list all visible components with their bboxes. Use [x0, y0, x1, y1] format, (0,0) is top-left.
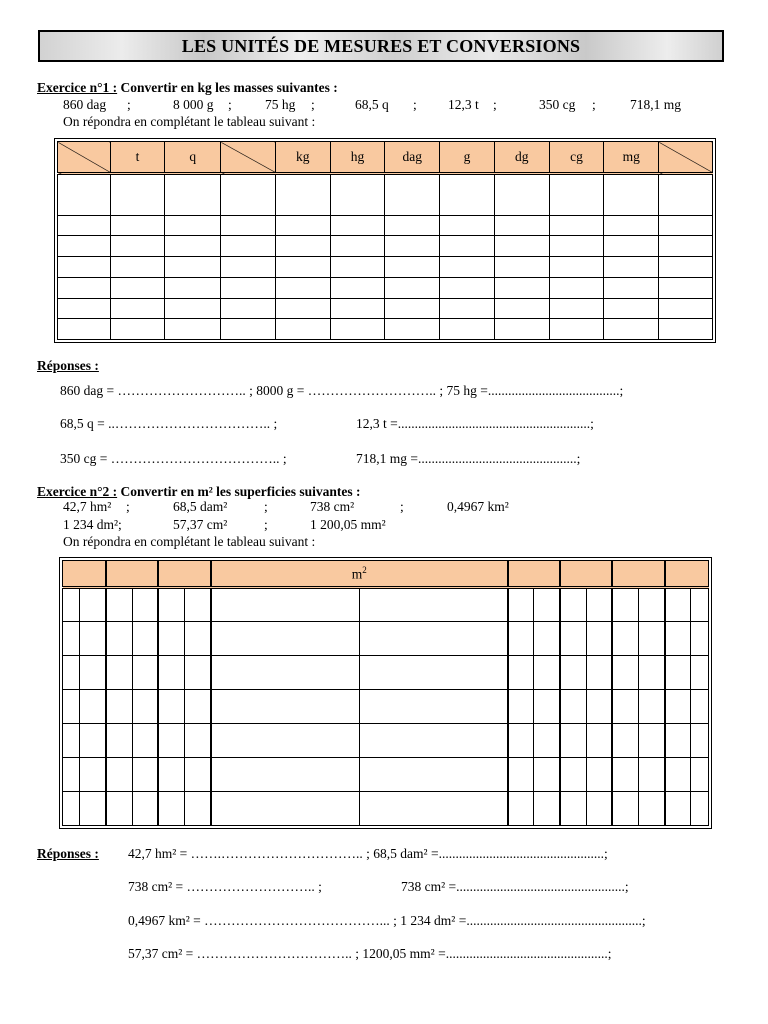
mass-table-cell[interactable]	[494, 174, 549, 216]
unit-m: m	[351, 566, 363, 582]
area-table-cell[interactable]	[63, 792, 80, 826]
mass-table-cell[interactable]	[110, 215, 165, 236]
area-table-cell[interactable]	[359, 792, 508, 826]
mass-table-cell[interactable]	[58, 298, 111, 319]
area-table-cell[interactable]	[586, 758, 612, 792]
area-table	[62, 560, 709, 826]
area-header-cell	[665, 561, 709, 588]
area-table-cell[interactable]	[508, 690, 534, 724]
area-table-cell[interactable]	[691, 724, 709, 758]
area-table-cell[interactable]	[612, 792, 638, 826]
area-table-cell[interactable]	[211, 758, 359, 792]
mass-table-cell[interactable]	[385, 277, 440, 298]
area-table-cell[interactable]	[185, 588, 211, 622]
area-table-cell[interactable]	[586, 588, 612, 622]
conversion-table-area	[59, 557, 712, 829]
ex2-item: 1 234 dm²;	[63, 517, 122, 532]
area-table-cell[interactable]	[508, 792, 534, 826]
mass-table-cell[interactable]	[440, 298, 495, 319]
ex1-item: 12,3 t	[448, 97, 479, 112]
area-table-cell[interactable]	[63, 588, 80, 622]
mass-table-cell[interactable]	[604, 174, 659, 216]
ex1-separator: ;	[228, 97, 232, 112]
area-table-cell[interactable]	[80, 622, 106, 656]
area-table-cell[interactable]	[691, 792, 709, 826]
area-table-cell[interactable]	[586, 690, 612, 724]
area-table-cell[interactable]	[508, 622, 534, 656]
area-table-cell[interactable]	[560, 792, 586, 826]
area-table-cell[interactable]	[639, 724, 665, 758]
answer-line: 738 cm² = ……………………….. ;	[128, 879, 322, 894]
mass-table-cell[interactable]	[221, 319, 276, 340]
mass-table-cell[interactable]	[110, 298, 165, 319]
ex2-item: 0,4967 km²	[447, 499, 509, 514]
area-table-cell[interactable]	[359, 690, 508, 724]
mass-table-cell[interactable]	[494, 277, 549, 298]
mass-table-cell[interactable]	[659, 277, 713, 298]
ex2-separator: ;	[400, 499, 404, 514]
mass-table-cell[interactable]	[110, 277, 165, 298]
area-table-cell[interactable]	[691, 690, 709, 724]
area-table-cell[interactable]	[359, 588, 508, 622]
header-unit-mg: mg	[604, 142, 659, 174]
mass-table-cell[interactable]	[165, 319, 221, 340]
mass-table-cell[interactable]	[110, 174, 165, 216]
area-table-cell[interactable]	[185, 792, 211, 826]
mass-table-cell[interactable]	[659, 215, 713, 236]
area-table-cell[interactable]	[691, 588, 709, 622]
area-table-cell[interactable]	[106, 758, 132, 792]
mass-table-cell[interactable]	[221, 277, 276, 298]
area-table-cell[interactable]	[359, 622, 508, 656]
area-table-cell[interactable]	[639, 656, 665, 690]
area-table-cell[interactable]	[158, 758, 184, 792]
area-table-cell[interactable]	[106, 588, 132, 622]
area-table-cell[interactable]	[359, 656, 508, 690]
area-header-cell	[106, 561, 158, 588]
area-table-cell[interactable]	[80, 758, 106, 792]
mass-table-cell[interactable]	[604, 215, 659, 236]
mass-table-cell[interactable]	[330, 215, 385, 236]
area-table-cell[interactable]	[185, 656, 211, 690]
area-table-cell[interactable]	[63, 724, 80, 758]
mass-table-cell[interactable]	[275, 298, 330, 319]
ex2-separator: ;	[264, 499, 268, 514]
exercise-2-label: Exercice n°2 :	[37, 484, 118, 499]
area-header-cell	[560, 561, 612, 588]
area-table-cell[interactable]	[211, 622, 359, 656]
ex1-item: 350 cg	[539, 97, 576, 112]
area-table-cell[interactable]	[586, 724, 612, 758]
area-table-cell[interactable]	[639, 758, 665, 792]
mass-table-row	[58, 298, 713, 319]
area-table-cell[interactable]	[612, 724, 638, 758]
mass-table-cell[interactable]	[385, 215, 440, 236]
mass-table-header	[58, 142, 713, 174]
area-table-cell[interactable]	[132, 724, 158, 758]
mass-table-cell[interactable]	[330, 319, 385, 340]
area-table-cell[interactable]	[132, 622, 158, 656]
header-unit-hg: hg	[330, 142, 385, 174]
mass-table-cell[interactable]	[659, 236, 713, 257]
area-table-cell[interactable]	[106, 724, 132, 758]
area-table-cell[interactable]	[80, 656, 106, 690]
area-table-header	[63, 561, 709, 588]
area-table-cell[interactable]	[560, 690, 586, 724]
header-unit-kg: kg	[275, 142, 330, 174]
exercise-1-label: Exercice n°1 :	[37, 80, 118, 95]
mass-table-cell[interactable]	[221, 236, 276, 257]
header-unit-g: g	[440, 142, 495, 174]
area-table-cell[interactable]	[534, 792, 560, 826]
area-table-cell[interactable]	[665, 656, 691, 690]
answers-1-heading	[37, 358, 99, 374]
area-table-cell[interactable]	[665, 690, 691, 724]
area-table-cell[interactable]	[158, 690, 184, 724]
ex1-separator: ;	[127, 97, 131, 112]
area-table-cell[interactable]	[80, 724, 106, 758]
area-table-cell[interactable]	[639, 622, 665, 656]
mass-table-cell[interactable]	[330, 236, 385, 257]
area-table-cell[interactable]	[80, 690, 106, 724]
area-table-cell[interactable]	[560, 622, 586, 656]
area-table-cell[interactable]	[560, 724, 586, 758]
mass-table-cell[interactable]	[165, 215, 221, 236]
ex2-separator: ;	[264, 517, 268, 532]
mass-table-cell[interactable]	[549, 277, 604, 298]
area-table-cell[interactable]	[586, 792, 612, 826]
mass-table-cell[interactable]	[165, 257, 221, 278]
area-header-unit-m2	[211, 561, 508, 588]
area-table-cell[interactable]	[586, 622, 612, 656]
exercise-2-heading	[37, 484, 361, 500]
ex2-item: 1 200,05 mm²	[310, 517, 386, 532]
answer-line: 12,3 t =.........................................................;	[356, 416, 594, 431]
mass-table-cell[interactable]	[604, 277, 659, 298]
answer-line: 718,1 mg =...............................................;	[356, 451, 581, 466]
ex1-separator: ;	[311, 97, 315, 112]
conversion-table-mass	[54, 138, 716, 343]
area-table-cell[interactable]	[665, 724, 691, 758]
area-table-cell[interactable]	[665, 792, 691, 826]
mass-table-cell[interactable]	[110, 319, 165, 340]
mass-table-cell[interactable]	[604, 257, 659, 278]
mass-table-cell[interactable]	[275, 277, 330, 298]
area-table-cell[interactable]	[80, 792, 106, 826]
mass-table-cell[interactable]	[165, 298, 221, 319]
area-table-cell[interactable]	[665, 622, 691, 656]
area-table-cell[interactable]	[534, 758, 560, 792]
mass-table-cell[interactable]	[440, 257, 495, 278]
area-table-cell[interactable]	[211, 792, 359, 826]
mass-table-cell[interactable]	[440, 215, 495, 236]
area-table-cell[interactable]	[132, 792, 158, 826]
area-table-cell[interactable]	[534, 690, 560, 724]
mass-table-cell[interactable]	[330, 298, 385, 319]
ex1-item: 8 000 g	[173, 97, 214, 112]
exercise-2-items-row2	[0, 517, 768, 535]
area-table-cell[interactable]	[534, 724, 560, 758]
mass-table-cell[interactable]	[221, 298, 276, 319]
area-table-cell[interactable]	[534, 588, 560, 622]
area-table-cell[interactable]	[63, 622, 80, 656]
mass-table-cell[interactable]	[330, 174, 385, 216]
diagonal-header-cell	[58, 142, 111, 174]
area-table-cell[interactable]	[158, 656, 184, 690]
area-table-cell[interactable]	[665, 588, 691, 622]
mass-table-cell[interactable]	[275, 257, 330, 278]
area-table-cell[interactable]	[106, 656, 132, 690]
mass-table-cell[interactable]	[110, 236, 165, 257]
area-table-cell[interactable]	[158, 792, 184, 826]
ex1-separator: ;	[413, 97, 417, 112]
area-header-cell	[158, 561, 210, 588]
mass-table-row	[58, 319, 713, 340]
mass-table-cell[interactable]	[58, 277, 111, 298]
area-table-cell[interactable]	[508, 758, 534, 792]
answer-line: 738 cm² =..................................................;	[401, 879, 629, 894]
area-table-cell[interactable]	[612, 758, 638, 792]
mass-table-cell[interactable]	[549, 257, 604, 278]
area-table-cell[interactable]	[639, 792, 665, 826]
mass-table-cell[interactable]	[58, 174, 111, 216]
area-table-cell[interactable]	[211, 724, 359, 758]
ex2-item: 738 cm²	[310, 499, 355, 514]
area-table-cell[interactable]	[185, 690, 211, 724]
ex1-item: 75 hg	[265, 97, 296, 112]
ex2-item: 42,7 hm²	[63, 499, 112, 514]
answer-line: 68,5 q = ..…………………………….. ;	[60, 416, 278, 431]
area-table-row	[63, 656, 709, 690]
ex1-item: 718,1 mg	[630, 97, 682, 112]
exercise-2-items-row1	[0, 499, 768, 517]
ex1-item: 68,5 q	[355, 97, 389, 112]
area-table-cell[interactable]	[691, 758, 709, 792]
mass-table-row	[58, 236, 713, 257]
mass-table-cell[interactable]	[440, 174, 495, 216]
mass-table-cell[interactable]	[494, 215, 549, 236]
mass-table-cell[interactable]	[549, 298, 604, 319]
area-table-row	[63, 792, 709, 826]
mass-table-cell[interactable]	[604, 319, 659, 340]
area-table-cell[interactable]	[106, 792, 132, 826]
mass-table-cell[interactable]	[659, 298, 713, 319]
ex2-separator: ;	[126, 499, 130, 514]
area-table-row	[63, 690, 709, 724]
area-table-cell[interactable]	[63, 656, 80, 690]
page-title: LES UNITÉS DE MESURES ET CONVERSIONS	[181, 35, 581, 56]
mass-table-row	[58, 174, 713, 216]
area-table-cell[interactable]	[211, 656, 359, 690]
area-table-cell[interactable]	[612, 690, 638, 724]
mass-table-cell[interactable]	[165, 236, 221, 257]
mass-table-cell[interactable]	[221, 257, 276, 278]
mass-table-cell[interactable]	[549, 174, 604, 216]
mass-table-cell[interactable]	[275, 236, 330, 257]
mass-table-cell[interactable]	[659, 174, 713, 216]
area-table-cell[interactable]	[508, 588, 534, 622]
area-table-cell[interactable]	[63, 690, 80, 724]
header-unit-dag: dag	[385, 142, 440, 174]
answers-1-label: Réponses :	[37, 358, 99, 373]
area-table-cell[interactable]	[665, 758, 691, 792]
area-table-cell[interactable]	[211, 588, 359, 622]
area-table-row	[63, 724, 709, 758]
area-table-cell[interactable]	[639, 588, 665, 622]
area-header-cell	[63, 561, 107, 588]
mass-table	[57, 141, 713, 340]
area-table-cell[interactable]	[612, 588, 638, 622]
area-table-cell[interactable]	[560, 588, 586, 622]
area-table-cell[interactable]	[132, 656, 158, 690]
area-table-cell[interactable]	[691, 656, 709, 690]
mass-table-cell[interactable]	[549, 236, 604, 257]
area-table-cell[interactable]	[691, 622, 709, 656]
mass-table-cell[interactable]	[330, 277, 385, 298]
mass-table-cell[interactable]	[221, 174, 276, 216]
mass-table-cell[interactable]	[58, 215, 111, 236]
area-table-cell[interactable]	[63, 758, 80, 792]
mass-table-cell[interactable]	[604, 236, 659, 257]
area-table-cell[interactable]	[158, 622, 184, 656]
area-table-cell[interactable]	[639, 690, 665, 724]
area-table-row	[63, 758, 709, 792]
mass-table-cell[interactable]	[385, 319, 440, 340]
area-header-cell	[508, 561, 560, 588]
mass-table-cell[interactable]	[385, 298, 440, 319]
exercise-1-instruction: Convertir en kg les masses suivantes :	[117, 80, 338, 95]
mass-table-cell[interactable]	[275, 174, 330, 216]
area-table-cell[interactable]	[612, 622, 638, 656]
mass-table-cell[interactable]	[165, 277, 221, 298]
mass-table-cell[interactable]	[494, 236, 549, 257]
header-unit-dg: dg	[494, 142, 549, 174]
area-table-cell[interactable]	[560, 656, 586, 690]
area-table-cell[interactable]	[80, 588, 106, 622]
ex1-separator: ;	[493, 97, 497, 112]
answer-line: 42,7 hm² = …….………………………….. ; 68,5 dam² =.................................................;	[128, 846, 608, 861]
area-table-cell[interactable]	[359, 724, 508, 758]
mass-table-cell[interactable]	[385, 257, 440, 278]
ex1-item: 860 dag	[63, 97, 107, 112]
mass-table-cell[interactable]	[549, 319, 604, 340]
exercise-2-instruction: Convertir en m² les superficies suivantes :	[117, 484, 361, 499]
mass-table-row	[58, 257, 713, 278]
exercise-1-items	[0, 97, 768, 115]
mass-table-cell[interactable]	[440, 319, 495, 340]
mass-table-row	[58, 215, 713, 236]
mass-table-cell[interactable]	[440, 277, 495, 298]
area-table-cell[interactable]	[211, 690, 359, 724]
mass-table-cell[interactable]	[58, 319, 111, 340]
unit-exponent: 2	[362, 564, 367, 575]
mass-table-cell[interactable]	[330, 257, 385, 278]
mass-table-cell[interactable]	[440, 236, 495, 257]
mass-table-cell[interactable]	[604, 298, 659, 319]
header-unit-q: q	[165, 142, 221, 174]
ex2-item: 68,5 dam²	[173, 499, 228, 514]
area-table-cell[interactable]	[132, 758, 158, 792]
area-table-cell[interactable]	[158, 588, 184, 622]
mass-table-cell[interactable]	[549, 215, 604, 236]
answers-2-label: Réponses :	[37, 846, 99, 861]
mass-table-cell[interactable]	[494, 257, 549, 278]
mass-table-cell[interactable]	[659, 257, 713, 278]
mass-table-row	[58, 277, 713, 298]
area-table-cell[interactable]	[106, 622, 132, 656]
mass-table-cell[interactable]	[494, 319, 549, 340]
ex2-item: 57,37 cm²	[173, 517, 228, 532]
area-table-row	[63, 622, 709, 656]
mass-table-cell[interactable]	[110, 257, 165, 278]
mass-table-cell[interactable]	[385, 236, 440, 257]
mass-table-cell[interactable]	[165, 174, 221, 216]
area-table-cell[interactable]	[132, 588, 158, 622]
answer-line: 0,4967 km² = …………………………………... ; 1 234 dm² =....................................................;	[128, 913, 646, 928]
mass-table-cell[interactable]	[275, 319, 330, 340]
answer-line: 57,37 cm² = …………………………….. ; 1200,05 mm² =................................................;	[128, 946, 612, 961]
exercise-1-table-note: On répondra en complétant le tableau suivant :	[63, 114, 316, 129]
area-table-cell[interactable]	[359, 758, 508, 792]
answer-line: 350 cg = ……………………………….. ;	[60, 451, 287, 466]
area-table-cell[interactable]	[534, 656, 560, 690]
mass-table-cell[interactable]	[275, 215, 330, 236]
area-table-cell[interactable]	[158, 724, 184, 758]
answers-2-heading	[37, 846, 99, 862]
area-header-cell	[612, 561, 664, 588]
mass-table-cell[interactable]	[58, 236, 111, 257]
area-table-cell[interactable]	[612, 656, 638, 690]
mass-table-cell[interactable]	[659, 319, 713, 340]
ex1-separator: ;	[592, 97, 596, 112]
area-table-cell[interactable]	[132, 690, 158, 724]
diagonal-header-cell	[221, 142, 276, 174]
area-table-cell[interactable]	[560, 758, 586, 792]
mass-table-cell[interactable]	[58, 257, 111, 278]
area-table-cell[interactable]	[185, 724, 211, 758]
area-table-cell[interactable]	[586, 656, 612, 690]
answer-line: 860 dag = ……………………….. ; 8000 g = ……………………….. ; 75 hg =.......................................;	[60, 383, 624, 398]
mass-table-cell[interactable]	[221, 215, 276, 236]
header-unit-t: t	[110, 142, 165, 174]
exercise-2-table-note: On répondra en complétant le tableau suivant :	[63, 534, 316, 549]
area-table-cell[interactable]	[508, 656, 534, 690]
area-table-cell[interactable]	[508, 724, 534, 758]
mass-table-cell[interactable]	[494, 298, 549, 319]
diagonal-header-cell	[659, 142, 713, 174]
area-table-row	[63, 588, 709, 622]
exercise-1-heading	[37, 80, 338, 96]
area-table-cell[interactable]	[106, 690, 132, 724]
area-table-cell[interactable]	[534, 622, 560, 656]
header-unit-cg: cg	[549, 142, 604, 174]
area-table-cell[interactable]	[185, 622, 211, 656]
mass-table-cell[interactable]	[385, 174, 440, 216]
area-table-cell[interactable]	[185, 758, 211, 792]
title-banner	[38, 30, 724, 62]
